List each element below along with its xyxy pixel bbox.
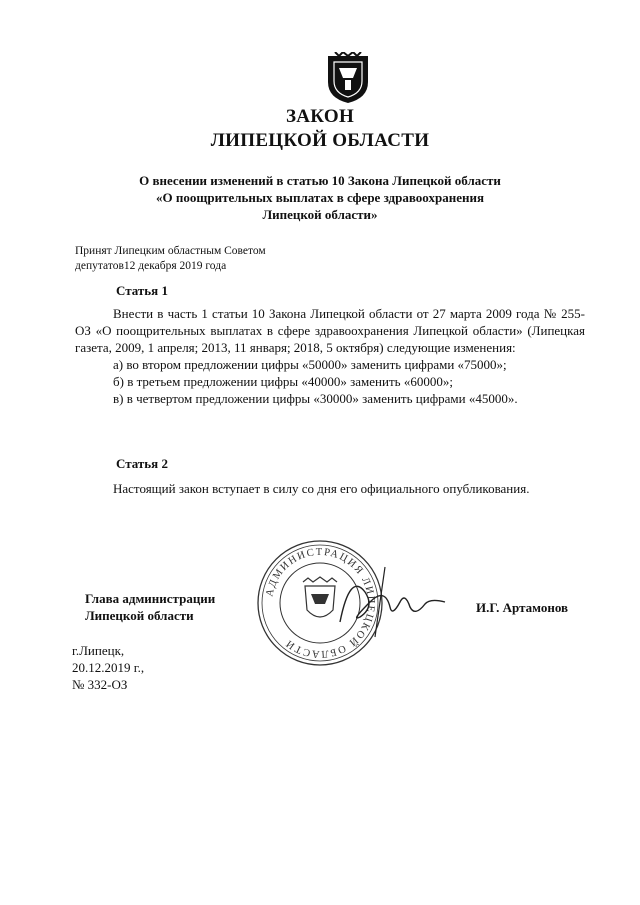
article-1-heading: Статья 1 <box>116 283 168 298</box>
handwritten-signature <box>330 562 450 642</box>
signing-place: г.Липецк, <box>72 643 125 658</box>
law-subject-title <box>100 172 540 223</box>
position-line: Липецкой области <box>85 608 194 623</box>
adoption-note <box>75 244 266 274</box>
signatory-position <box>85 590 215 624</box>
article-1-body <box>75 305 585 407</box>
signatory-name: И.Г. Артамонов <box>476 600 569 615</box>
region-title: ЛИПЕЦКОЙ ОБЛАСТИ <box>210 130 430 151</box>
law-number: № 332-ОЗ <box>72 677 128 692</box>
amendment-item: б) в третьем предложении цифры «40000» заменить «60000»; <box>113 374 453 389</box>
signing-details <box>72 642 144 693</box>
article-2-heading: Статья 2 <box>116 456 168 471</box>
article-1-intro: Внести в часть 1 статьи 10 Закона Липецкой области от 27 марта 2009 года № 255-ОЗ «О поощрительных выплатах в сфере здравоохранения Липецкой области» (Липецкая газета, 2009, 1 апреля; 2013, 11 января; 2018, 5 октября) следующие изменения: <box>75 306 585 355</box>
adoption-line: депутатов12 декабря 2019 года <box>75 260 227 272</box>
position-line: Глава администрации <box>85 591 216 606</box>
amendment-item: а) во втором предложении цифры «50000» заменить цифрами «75000»; <box>113 357 507 372</box>
subtitle-line: «О поощрительных выплатах в сфере здравоохранения <box>156 190 484 205</box>
adoption-line: Принят Липецким областным Советом <box>75 245 266 257</box>
signing-date: 20.12.2019 г., <box>72 660 145 675</box>
seal-text: АДМИНИСТРАЦИЯ ЛИПЕЦКОЙ ОБЛАСТИ <box>264 546 377 660</box>
document-type-title: ЗАКОН <box>285 106 355 127</box>
coat-of-arms-icon <box>325 52 371 104</box>
article-2-text: Настоящий закон вступает в силу со дня его официального опубликования. <box>113 481 530 496</box>
subtitle-line: Липецкой области» <box>262 207 378 222</box>
amendment-item: в) в четвертом предложении цифры «30000» заменить цифрами «45000». <box>113 391 518 406</box>
article-2-body <box>75 480 585 497</box>
subtitle-line: О внесении изменений в статью 10 Закона Липецкой области <box>139 173 501 188</box>
